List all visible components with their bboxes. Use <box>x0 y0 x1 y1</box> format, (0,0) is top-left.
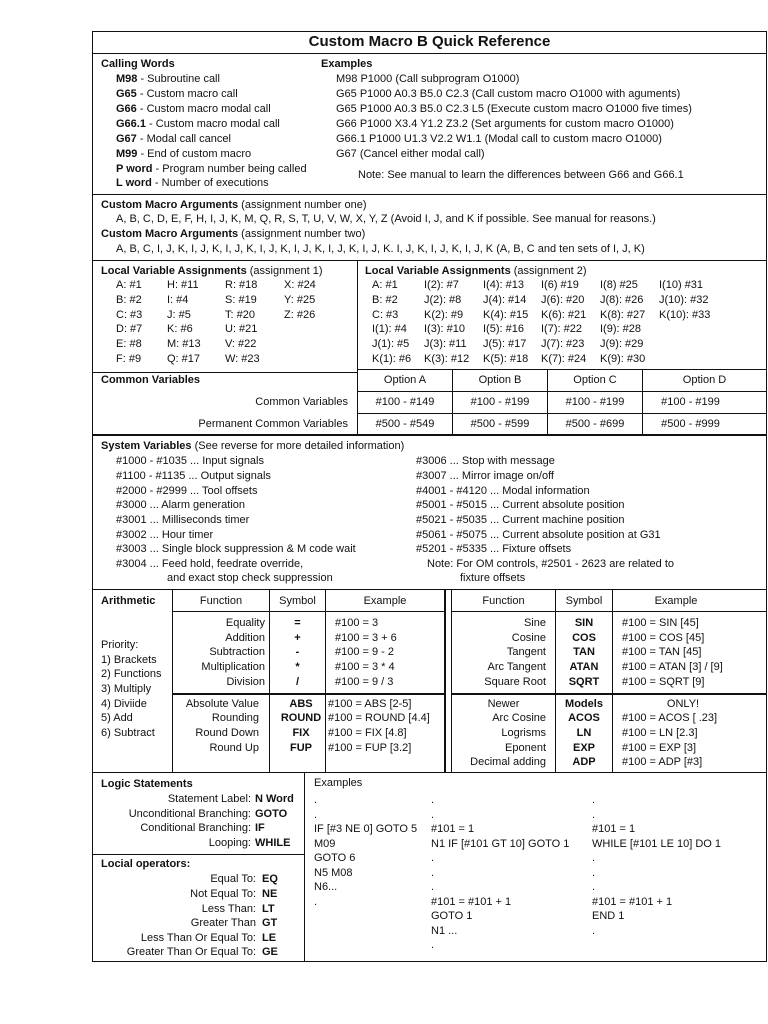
example-2-line: N1 IF [#101 GT 10] GOTO 1 <box>431 838 570 850</box>
arith-symbol: ATAN <box>569 661 599 673</box>
example-3-line: . <box>592 809 596 821</box>
arith-function: Multiplication <box>201 661 265 673</box>
example-1-line: . <box>314 896 318 908</box>
operator-code: GE <box>262 946 278 958</box>
system-left-item: #3000 ... Alarm generation <box>116 499 246 511</box>
operator-code: NE <box>262 888 278 900</box>
local2-cell: C: #3 <box>372 309 399 321</box>
local2-cell: J(10): #32 <box>659 294 709 306</box>
arith-symbol: LN <box>576 727 592 739</box>
local2-cell: I(7): #22 <box>541 323 582 335</box>
system-left-item: #2000 - #2999 ... Tool offsets <box>116 485 258 497</box>
system-heading: System Variables (See reverse for more detailed information) <box>101 440 405 452</box>
col-header-example: Example <box>363 595 407 607</box>
system-right-item: #3006 ... Stop with message <box>416 455 555 467</box>
priority-item: Priority: <box>101 639 139 651</box>
logic-code: WHILE <box>255 837 291 849</box>
operator-code: LT <box>262 903 275 915</box>
local2-cell: K(3): #12 <box>424 353 470 365</box>
example-3-line: . <box>592 867 596 879</box>
arith-symbol: - <box>295 646 300 658</box>
system-left-item: #3002 ... Hour timer <box>116 529 214 541</box>
system-left-item: and exact stop check suppression <box>167 572 333 584</box>
arith-example: #100 = 3 + 6 <box>335 632 397 644</box>
example-1-line: IF [#3 NE 0] GOTO 5 <box>314 823 418 835</box>
operator-code: GT <box>262 917 278 929</box>
example-3-line: . <box>592 925 596 937</box>
local2-cell: J(9): #29 <box>600 338 644 350</box>
arith-example: #100 = COS [45] <box>622 632 705 644</box>
logic-label: Looping: <box>208 837 251 849</box>
arith-symbol: ABS <box>289 698 313 710</box>
arith-function: Absolute Value <box>185 698 259 710</box>
local2-cell: J(1): #5 <box>372 338 410 350</box>
system-right-item: #3007 ... Mirror image on/off <box>416 470 554 482</box>
example-1-line: . <box>314 809 318 821</box>
local2-cell: A: #1 <box>372 279 398 291</box>
calling-example: G67 (Cancel either modal call) <box>336 148 485 160</box>
example-1-line: N5 M08 <box>314 867 353 879</box>
local2-cell: I(5): #16 <box>483 323 524 335</box>
local1-cell: D: #7 <box>116 323 143 335</box>
priority-item: 2) Functions <box>101 668 162 680</box>
arith-example: #100 = LN [2.3] <box>622 727 698 739</box>
common-cell: #100 - #199 <box>470 396 530 408</box>
logic-code: N Word <box>255 793 294 805</box>
arith-example: #100 = ACOS [ .23] <box>622 712 718 724</box>
common-cell: #100 - #199 <box>661 396 720 408</box>
local2-cell: I(1): #4 <box>372 323 407 335</box>
local2-cell: K(1): #6 <box>372 353 412 365</box>
example-1-line: . <box>314 794 318 806</box>
calling-example: G66 P1000 X3.4 Y1.2 Z3.2 (Set arguments for custom macro O1000) <box>336 118 674 130</box>
local1-cell: X: #24 <box>284 279 316 291</box>
models-label: Models <box>565 698 603 710</box>
system-right-item: #4001 - #4120 ... Modal information <box>416 485 590 497</box>
local1-cell: U: #21 <box>225 323 258 335</box>
local2-cell: J(8): #26 <box>600 294 644 306</box>
arith-symbol: FUP <box>290 742 312 754</box>
newer-label: Newer <box>487 698 520 710</box>
local2-cell: I(6) #19 <box>541 279 579 291</box>
example-2-line: N1 ... <box>431 925 458 937</box>
priority-item: 6) Subtract <box>101 727 155 739</box>
operators-heading: Locial operators: <box>101 858 191 870</box>
example-2-line: #101 = #101 + 1 <box>431 896 512 908</box>
operator-code: LE <box>262 932 277 944</box>
local2-cell: K(2): #9 <box>424 309 464 321</box>
calling-words-heading: Calling Words <box>101 58 175 70</box>
local2-cell: I(3): #10 <box>424 323 465 335</box>
arith-function: Decimal adding <box>470 756 546 768</box>
local1-cell: A: #1 <box>116 279 142 291</box>
arith-symbol: ROUND <box>280 712 322 724</box>
logic-examples-heading: Examples <box>314 777 363 789</box>
arith-symbol: SQRT <box>568 676 600 688</box>
arith-example: #100 = ABS [2-5] <box>328 698 412 710</box>
system-left-item: #3004 ... Feed hold, feedrate override, <box>116 558 304 570</box>
local1-cell: F: #9 <box>116 353 142 365</box>
arith-example: #100 = 3 * 4 <box>335 661 395 673</box>
local2-cell: J(5): #17 <box>483 338 527 350</box>
only-label: ONLY! <box>666 698 700 710</box>
arguments-line-1: A, B, C, D, E, F, H, I, J, K, M, Q, R, S, T, U, V, W, X, Y, Z (Avoid I, J, and K if possible. See manual for reasons.) <box>116 213 656 225</box>
local2-cell: I(2): #7 <box>424 279 459 291</box>
local2-cell: K(4): #15 <box>483 309 529 321</box>
arith-function: Cosine <box>511 632 546 644</box>
calling-item: L word - Number of executions <box>116 177 269 189</box>
arithmetic-heading: Arithmetic <box>101 595 156 607</box>
common-cell: #500 - #999 <box>661 418 720 430</box>
example-2-line: . <box>431 939 435 951</box>
arith-symbol: SIN <box>574 617 594 629</box>
local2-cell: J(7): #23 <box>541 338 585 350</box>
system-left-item: #1100 - #1135 ... Output signals <box>116 470 271 482</box>
local2-cell: K(6): #21 <box>541 309 587 321</box>
priority-item: 4) Diviide <box>101 698 147 710</box>
arith-symbol: FIX <box>292 727 310 739</box>
arith-example: #100 = SQRT [9] <box>622 676 705 688</box>
local2-cell: I(9): #28 <box>600 323 641 335</box>
common-cell: #500 - #699 <box>565 418 625 430</box>
page-title: Custom Macro B Quick Reference <box>308 33 551 50</box>
local2-cell: I(10) #31 <box>659 279 704 291</box>
local2-cell: K(7): #24 <box>541 353 587 365</box>
arith-function: Subtraction <box>209 646 265 658</box>
example-1-line: GOTO 6 <box>314 852 356 864</box>
example-2-line: #101 = 1 <box>431 823 475 835</box>
local2-cell: J(2): #8 <box>424 294 462 306</box>
option-header: Option C <box>573 374 617 386</box>
common-row-label: Permanent Common Variables <box>198 418 348 430</box>
logic-code: GOTO <box>255 808 288 820</box>
logic-code: IF <box>255 822 265 834</box>
arith-example: #100 = 9 - 2 <box>335 646 395 658</box>
col-header-function: Function <box>482 595 525 607</box>
priority-item: 5) Add <box>101 712 133 724</box>
logic-label: Conditional Branching: <box>140 822 251 834</box>
arith-symbol: = <box>294 617 301 629</box>
common-cell: #500 - #549 <box>375 418 435 430</box>
arith-symbol: TAN <box>573 646 595 658</box>
local1-cell: J: #5 <box>167 309 191 321</box>
example-2-line: . <box>431 881 435 893</box>
example-2-line: . <box>431 809 435 821</box>
local2-cell: K(5): #18 <box>483 353 529 365</box>
system-right-item: fixture offsets <box>460 572 526 584</box>
common-row-label: Common Variables <box>255 396 348 408</box>
calling-example: M98 P1000 (Call subprogram O1000) <box>336 73 520 85</box>
arith-example: #100 = ADP [#3] <box>622 756 703 768</box>
col-header-example: Example <box>654 595 698 607</box>
common-cell: #100 - #199 <box>565 396 625 408</box>
operator-label: Greater Than Or Equal To: <box>126 946 256 958</box>
calling-item: G67 - Modal call cancel <box>116 133 231 145</box>
arith-symbol: COS <box>572 632 596 644</box>
local1-heading: Local Variable Assignments (assignment 1) <box>101 265 323 277</box>
local1-cell: T: #20 <box>225 309 255 321</box>
system-right-item: Note: For OM controls, #2501 - 2623 are related to <box>427 558 675 570</box>
local2-cell: K(9): #30 <box>600 353 646 365</box>
option-header: Option B <box>478 374 522 386</box>
local1-cell: Q: #17 <box>167 353 201 365</box>
arguments-line-2: A, B, C, I, J, K, I, J, K, I, J, K, I, J, K, I, J, K, I, J, K, I, J, K. I, J, K, I, J, K, I, J, K (A, B, C and ten sets of I, J, K) <box>116 243 645 255</box>
local1-cell: W: #23 <box>225 353 260 365</box>
calling-item: G65 - Custom macro call <box>116 88 238 100</box>
col-header-function: Function <box>199 595 243 607</box>
logic-label: Statement Label: <box>167 793 251 805</box>
arith-function: Division <box>226 676 265 688</box>
example-3-line: . <box>592 852 596 864</box>
arith-function: Addition <box>225 632 265 644</box>
example-3-line: #101 = #101 + 1 <box>592 896 673 908</box>
system-right-item: #5001 - #5015 ... Current absolute position <box>416 499 625 511</box>
calling-item: G66 - Custom macro modal call <box>116 103 271 115</box>
priority-item: 1) Brackets <box>101 654 157 666</box>
local2-cell: J(6): #20 <box>541 294 585 306</box>
local1-cell: Y: #25 <box>284 294 316 306</box>
arith-function: Arc Tangent <box>487 661 546 673</box>
example-3-line: . <box>592 794 596 806</box>
system-left-item: #3001 ... Milliseconds timer <box>116 514 250 526</box>
example-1-line: N6... <box>314 881 338 893</box>
calling-item: M99 - End of custom macro <box>116 148 252 160</box>
local1-cell: M: #13 <box>167 338 201 350</box>
system-right-item: #5021 - #5035 ... Current machine position <box>416 514 625 526</box>
example-3-line: WHILE [#101 LE 10] DO 1 <box>592 838 722 850</box>
calling-item: P word - Program number being called <box>116 163 307 175</box>
local1-cell: R: #18 <box>225 279 258 291</box>
arith-function: Equality <box>225 617 265 629</box>
arith-example: #100 = ROUND [4.4] <box>328 712 430 724</box>
operator-code: EQ <box>262 873 278 885</box>
arith-symbol: / <box>295 676 300 688</box>
arith-example: #100 = EXP [3] <box>622 742 697 754</box>
calling-item: G66.1 - Custom macro modal call <box>116 118 280 130</box>
common-cell: #100 - #149 <box>375 396 435 408</box>
local1-cell: B: #2 <box>116 294 142 306</box>
logic-label: Unconditional Branching: <box>128 808 251 820</box>
local2-cell: B: #2 <box>372 294 398 306</box>
system-right-item: #5201 - #5335 ... Fixture offsets <box>416 543 572 555</box>
example-3-line: END 1 <box>592 910 625 922</box>
arith-example: #100 = SIN [45] <box>622 617 699 629</box>
example-2-line: . <box>431 867 435 879</box>
local1-cell: E: #8 <box>116 338 142 350</box>
arith-example: #100 = ATAN [3] / [9] <box>622 661 723 673</box>
local2-cell: J(4): #14 <box>483 294 527 306</box>
arith-example: #100 = FIX [4.8] <box>328 727 407 739</box>
example-2-line: . <box>431 852 435 864</box>
arith-example: #100 = 3 <box>335 617 379 629</box>
system-right-item: #5061 - #5075 ... Current absolute position at G31 <box>416 529 661 541</box>
calling-example: G65 P1000 A0.3 B5.0 C2.3 L5 (Execute custom macro O1000 five times) <box>336 103 692 115</box>
arith-function: Eponent <box>505 742 546 754</box>
arith-symbol: ACOS <box>568 712 600 724</box>
local2-heading: Local Variable Assignments (assignment 2) <box>365 265 587 277</box>
arith-example: #100 = FUP [3.2] <box>328 742 412 754</box>
system-left-item: #3003 ... Single block suppression & M code wait <box>116 543 356 555</box>
local1-cell: K: #6 <box>167 323 193 335</box>
arith-function: Square Root <box>484 676 546 688</box>
arguments-heading-2: Custom Macro Arguments (assignment number two) <box>101 228 366 240</box>
priority-item: 3) Multiply <box>101 683 152 695</box>
col-header-symbol: Symbol <box>565 595 603 607</box>
calling-example: G66.1 P1000 U1.3 V2.2 W1.1 (Modal call to custom macro O1000) <box>336 133 662 145</box>
local1-cell: I: #4 <box>167 294 189 306</box>
local1-cell: V: #22 <box>225 338 257 350</box>
example-2-line: . <box>431 794 435 806</box>
arith-function: Round Down <box>195 727 259 739</box>
option-header: Option D <box>682 374 727 386</box>
col-header-symbol: Symbol <box>279 595 316 607</box>
local2-cell: I(8) #25 <box>600 279 638 291</box>
arith-function: Sine <box>523 617 546 629</box>
operator-label: Not Equal To: <box>190 888 256 900</box>
arith-example: #100 = 9 / 3 <box>335 676 394 688</box>
arith-symbol: + <box>294 632 301 644</box>
arith-function: Rounding <box>211 712 259 724</box>
operator-label: Greater Than <box>190 917 256 929</box>
calling-examples-heading: Examples <box>321 58 373 70</box>
local2-cell: K(8): #27 <box>600 309 646 321</box>
operator-label: Less Than: <box>201 903 256 915</box>
local1-cell: Z: #26 <box>284 309 316 321</box>
example-3-line: . <box>592 881 596 893</box>
system-left-item: #1000 - #1035 ... Input signals <box>116 455 264 467</box>
local2-cell: I(4): #13 <box>483 279 524 291</box>
calling-item: M98 - Subroutine call <box>116 73 220 85</box>
calling-example: G65 P1000 A0.3 B5.0 C2.3 (Call custom macro O1000 with aguments) <box>336 88 681 100</box>
arith-function: Logrisms <box>501 727 546 739</box>
local1-cell: H: #11 <box>167 279 199 291</box>
operator-label: Less Than Or Equal To: <box>140 932 256 944</box>
arith-function: Arc Cosine <box>492 712 546 724</box>
arith-symbol: ADP <box>572 756 596 768</box>
local1-cell: S: #19 <box>225 294 257 306</box>
common-heading: Common Variables <box>101 374 201 386</box>
local1-cell: C: #3 <box>116 309 143 321</box>
arguments-heading-1: Custom Macro Arguments (assignment number one) <box>101 199 367 211</box>
operator-label: Equal To: <box>210 873 256 885</box>
option-header: Option A <box>383 374 427 386</box>
arith-function: Tangent <box>506 646 546 658</box>
common-cell: #500 - #599 <box>470 418 530 430</box>
example-1-line: M09 <box>314 838 336 850</box>
example-3-line: #101 = 1 <box>592 823 636 835</box>
arith-function: Round Up <box>209 742 259 754</box>
example-2-line: GOTO 1 <box>431 910 473 922</box>
calling-note: Note: See manual to learn the differences between G66 and G66.1 <box>358 169 684 181</box>
arith-symbol: EXP <box>572 742 595 754</box>
arith-example: #100 = TAN [45] <box>622 646 702 658</box>
local2-cell: K(10): #33 <box>659 309 711 321</box>
logic-heading: Logic Statements <box>101 778 193 790</box>
local2-cell: J(3): #11 <box>424 338 467 350</box>
arith-symbol: * <box>295 661 300 673</box>
